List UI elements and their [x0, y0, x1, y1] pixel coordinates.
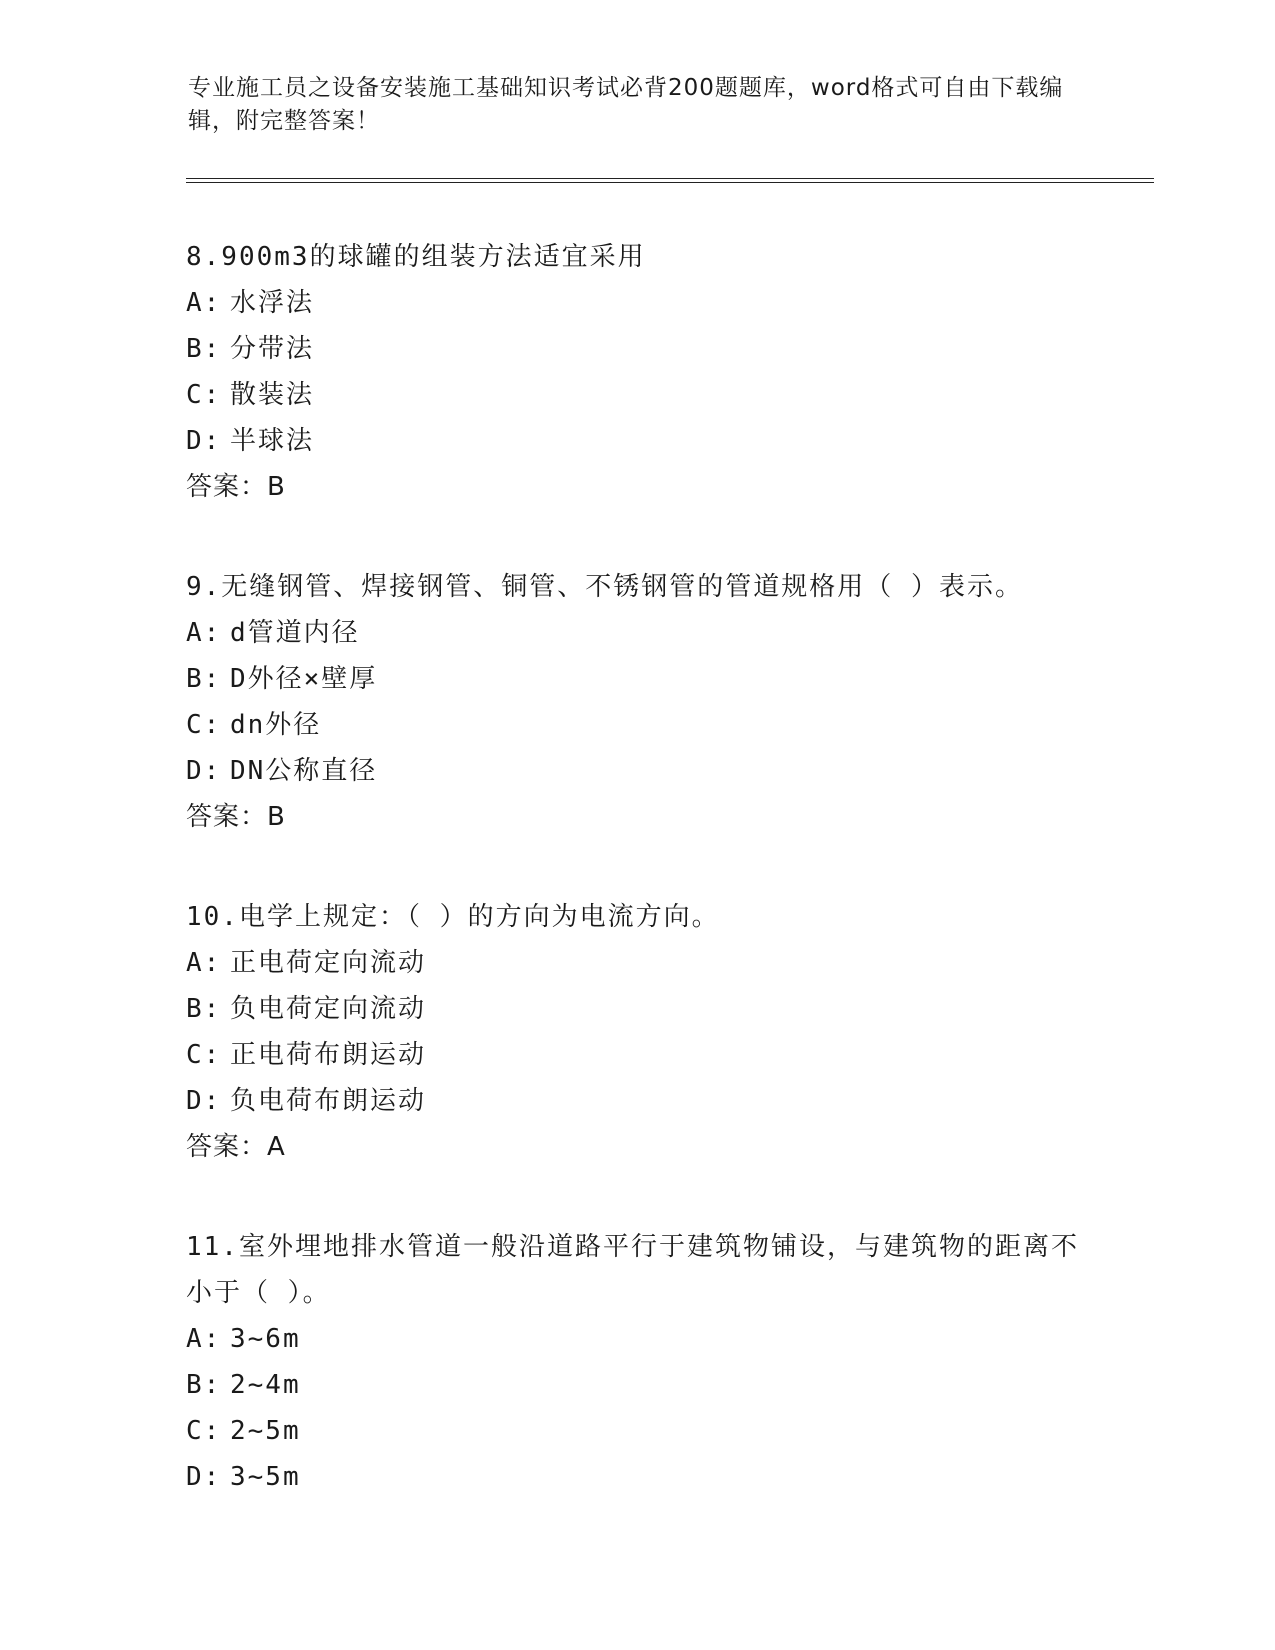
- option-letter: B:: [186, 334, 222, 364]
- question-list: [186, 234, 1086, 1554]
- option-a: [186, 280, 1086, 326]
- option-c: [186, 372, 1086, 418]
- option-b: [186, 326, 1086, 372]
- option-text: 负电荷定向流动: [230, 994, 427, 1024]
- option-text: dn外径: [230, 710, 322, 740]
- option-b: [186, 986, 1086, 1032]
- question-stem: 11.室外埋地排水管道一般沿道路平行于建筑物铺设，与建筑物的距离不小于（ ）。: [186, 1232, 1079, 1308]
- option-text: 正电荷定向流动: [230, 948, 427, 978]
- option-d: [186, 418, 1086, 464]
- option-letter: D:: [186, 756, 222, 786]
- question-item: [186, 894, 1086, 1170]
- question-stem: 9.无缝钢管、焊接钢管、铜管、不锈钢管的管道规格用（ ）表示。: [186, 572, 1023, 602]
- option-letter: A:: [186, 618, 222, 648]
- option-letter: B:: [186, 994, 222, 1024]
- option-text: D外径×壁厚: [230, 664, 378, 694]
- option-text: 3~6m: [230, 1324, 301, 1354]
- option-text: 分带法: [230, 334, 315, 364]
- option-letter: D:: [186, 1462, 222, 1492]
- option-letter: B:: [186, 1370, 222, 1400]
- option-c: [186, 702, 1086, 748]
- option-letter: C:: [186, 1416, 222, 1446]
- option-letter: C:: [186, 1040, 222, 1070]
- option-letter: C:: [186, 710, 222, 740]
- option-b: [186, 1362, 1086, 1408]
- question-stem: 10.电学上规定：（ ）的方向为电流方向。: [186, 902, 720, 932]
- option-letter: C:: [186, 380, 222, 410]
- option-text: d管道内径: [230, 618, 360, 648]
- question-item: [186, 234, 1086, 510]
- option-letter: A:: [186, 288, 222, 318]
- answer-line: 答案：A: [186, 1132, 286, 1162]
- option-d: [186, 748, 1086, 794]
- question-item: [186, 564, 1086, 840]
- option-c: [186, 1408, 1086, 1454]
- option-text: 正电荷布朗运动: [230, 1040, 427, 1070]
- option-c: [186, 1032, 1086, 1078]
- option-text: 负电荷布朗运动: [230, 1086, 427, 1116]
- option-a: [186, 610, 1086, 656]
- option-d: [186, 1078, 1086, 1124]
- question-item: [186, 1224, 1086, 1500]
- option-letter: A:: [186, 1324, 222, 1354]
- option-text: 半球法: [230, 426, 315, 456]
- option-a: [186, 940, 1086, 986]
- header-divider: [186, 178, 1154, 183]
- option-a: [186, 1316, 1086, 1362]
- option-text: DN公称直径: [230, 756, 378, 786]
- option-letter: D:: [186, 426, 222, 456]
- answer-line: 答案：B: [186, 472, 286, 502]
- option-text: 水浮法: [230, 288, 315, 318]
- option-text: 2~4m: [230, 1370, 301, 1400]
- option-text: 3~5m: [230, 1462, 301, 1492]
- option-letter: B:: [186, 664, 222, 694]
- option-text: 散装法: [230, 380, 315, 410]
- option-d: [186, 1454, 1086, 1500]
- document-header: 专业施工员之设备安装施工基础知识考试必背200题题库，word格式可自由下载编辑，附完整答案！: [188, 75, 1064, 134]
- option-letter: A:: [186, 948, 222, 978]
- option-b: [186, 656, 1086, 702]
- answer-line: 答案：B: [186, 802, 286, 832]
- question-stem: 8.900m3的球罐的组装方法适宜采用: [186, 242, 646, 272]
- option-letter: D:: [186, 1086, 222, 1116]
- option-text: 2~5m: [230, 1416, 301, 1446]
